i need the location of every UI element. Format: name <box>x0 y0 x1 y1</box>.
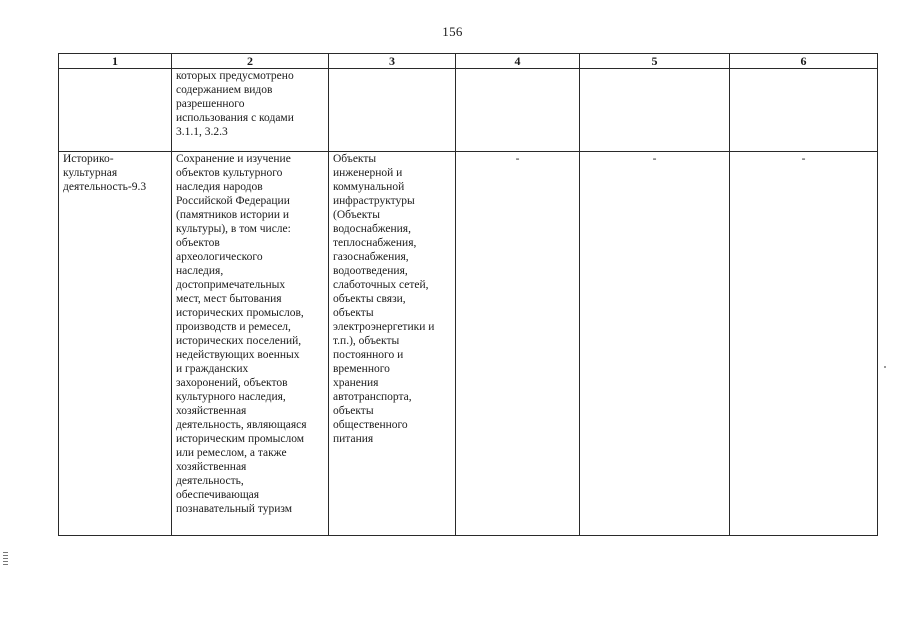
cell-text: которых предусмотрено содержанием видов разрешенного использования с кодами 3.1.1, 3.2.3 <box>176 70 294 138</box>
table-cell <box>329 152 456 536</box>
table-cell <box>456 69 580 152</box>
land-use-description: Сохранение и изучение объектов культурного наследия народов Российской Федерации (памятников истории и культуры), в том числе: объектов археологического наследия, достопримечательных мест, мест бытования исторических промыслов, производств и ремесел, исторических поселений, недействующих военных и гражданских захоронений, объектов культурного наследия, хозяйственная деятельность, являющаяся историческим промыслом или ремеслом, а также хозяйственная деятельность, обеспечивающая познавательный туризм <box>176 153 307 515</box>
table-cell <box>580 69 730 152</box>
land-use-type-label: Историко- культурная деятельность-9.3 <box>63 153 147 193</box>
scan-speck <box>884 366 886 368</box>
page-number: 156 <box>442 24 463 39</box>
table-cell <box>329 69 456 152</box>
land-use-table <box>58 53 878 536</box>
column-header-2: 2 <box>172 54 329 69</box>
table-cell <box>730 152 878 536</box>
dash-value: - <box>652 153 657 165</box>
table-cell <box>456 152 580 536</box>
table-row <box>59 69 878 152</box>
permitted-objects-list: Объекты инженерной и коммунальной инфраструктуры (Объекты водоснабжения, теплоснабжения, газоснабжения, водоотведения, слаботочных сетей, объекты связи, объекты электроэнергетики и т.п.), объекты постоянного и временного хранения автотранспорта, объекты общественного питания <box>333 153 435 445</box>
table-header-row <box>59 54 878 69</box>
column-header-1: 1 <box>59 54 172 69</box>
table-cell <box>59 69 172 152</box>
column-header-5: 5 <box>580 54 730 69</box>
table-cell <box>172 152 329 536</box>
column-header-6: 6 <box>730 54 878 69</box>
table-cell <box>59 152 172 536</box>
scan-margin-mark <box>3 552 9 574</box>
column-header-3: 3 <box>329 54 456 69</box>
table-cell <box>172 69 329 152</box>
table-cell <box>730 69 878 152</box>
dash-value: - <box>801 153 806 165</box>
column-header-4: 4 <box>456 54 580 69</box>
table-cell <box>580 152 730 536</box>
table-row <box>59 152 878 536</box>
dash-value: - <box>515 153 520 165</box>
